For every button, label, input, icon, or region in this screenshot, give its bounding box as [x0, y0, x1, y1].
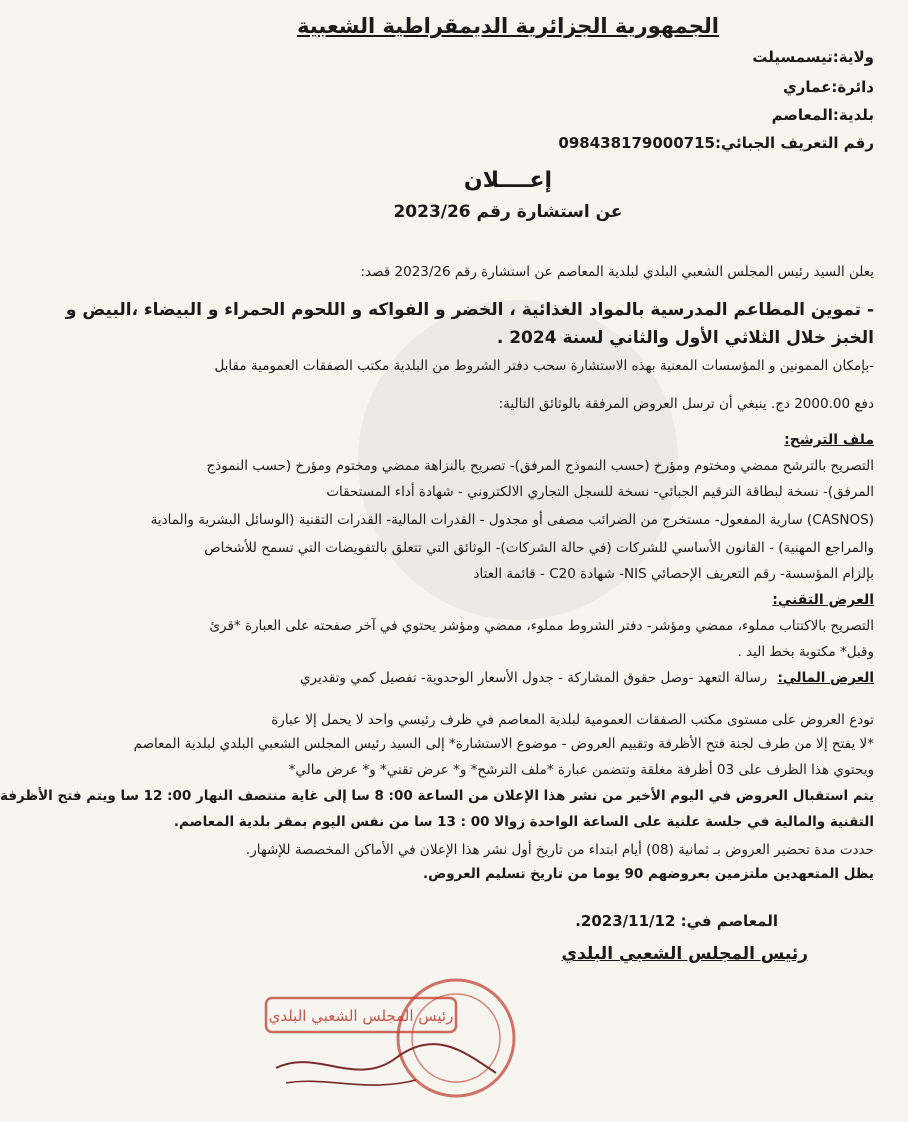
signature-icon	[276, 1044, 496, 1073]
candidacy-line: بإلزام المؤسسة- رقم التعريف الإحصائي NIS- شهادة C20 - قائمة العتاد	[473, 566, 874, 582]
object-line-1: - تموين المطاعم المدرسية بالمواد الغذائية ، الخضر و الفواكه و اللحوم الحمراء و البيضاء ،البيض و	[65, 300, 874, 320]
invite-line-1: -بإمكان الممونين و المؤسسات المعنية بهذه الاستشارة سحب دفتر الشروط من البلدية مكتب الصفقات العمومية مقابل	[214, 358, 874, 374]
tax-id-line: رقم التعريف الجبائي:098438179000715	[558, 134, 874, 152]
candidacy-heading: ملف الترشح:	[784, 432, 874, 448]
intro-text: يعلن السيد رئيس المجلس الشعبي البلدي لبلدية المعاصم عن استشارة رقم 2023/26 قصد:	[360, 264, 874, 280]
submission-line: يظل المتعهدين ملتزمين بعروضهم 90 يوما من تاريخ تسليم العروض.	[423, 866, 874, 882]
financial-heading: العرض المالي:	[777, 670, 874, 686]
daira-line: دائرة:عماري	[783, 78, 874, 96]
submission-line: تودع العروض على مستوى مكتب الصفقات العمومية لبلدية المعاصم في ظرف رئيسي واحد لا يحمل إلا عبارة	[271, 712, 874, 728]
candidacy-line: المرفق)- نسخة لبطاقة الترقيم الجبائي- نسخة للسجل التجاري الالكتروني - شهادة أداء المستحقات	[326, 484, 874, 500]
technical-heading: العرض التقني:	[772, 592, 874, 608]
submission-line: ويحتوي هذا الظرف على 03 أظرفة مغلقة وتتضمن عبارة *ملف الترشح* و* عرض تقني* و* عرض مالي*	[288, 762, 874, 778]
object-line-2: الخبز خلال الثلاثي الأول والثاني لسنة 2024 .	[496, 328, 874, 348]
submission-line: حددت مدة تحضير العروض بـ ثمانية (08) أيام ابتداء من تاريخ أول نشر هذا الإعلان في الأماكن المخصصة للإشهار.	[245, 842, 874, 858]
signer-title: رئيس المجلس الشعبي البلدي	[561, 944, 808, 964]
baladia-line: بلدية:المعاصم	[771, 106, 874, 124]
candidacy-line: والمراجع المهنية) - القانون الأساسي للشركات (في حالة الشركات)- الوثائق التي تتعلق بالتفويضات التي تسمح للأشخاص	[204, 540, 874, 556]
technical-line: التصريح بالاكتتاب مملوء، ممضي ومؤشر- دفتر الشروط مملوء، ممضي ومؤشر يحتوي في آخر صفحته على العبارة *قرئ	[209, 618, 874, 634]
invite-line-2: دفع 2000.00 دج. ينبغي أن ترسل العروض المرفقة بالوثائق التالية:	[498, 396, 874, 412]
candidacy-line: التصريح بالترشح ممضي ومختوم ومؤرخ (حسب النموذج المرفق)- تصريح بالنزاهة ممضي ومختوم ومؤرخ (حسب النموذج	[206, 458, 874, 474]
financial-row	[138, 670, 874, 687]
issue-date: المعاصم في: 2023/11/12.	[575, 912, 778, 930]
announcement-title: إعــــلان	[463, 168, 553, 193]
submission-line: *لا يفتح إلا من طرف لجنة فتح الأظرفة وتقييم العروض - موضوع الاستشارة* إلى السيد رئيس المجلس الشعبي البلدي لبلدية المعاصم	[133, 736, 874, 752]
submission-line: التقنية والمالية في جلسة علنية على الساعة الواحدة زوالا 00 : 13 سا من نفس اليوم بمقر بلدية المعاصم.	[173, 814, 874, 830]
technical-line: وقبل* مكتوبة بخط اليد .	[737, 644, 874, 660]
financial-text: رسالة التعهد -وصل حقوق المشاركة - جدول الأسعار الوحدوية- تفصيل كمي وتقديري	[299, 670, 768, 686]
wilaya-line: ولاية:تيسمسيلت	[752, 48, 874, 66]
republic-heading: الجمهورية الجزائرية الديمقراطية الشعبية	[297, 14, 719, 38]
official-stamp-icon	[246, 958, 516, 1108]
announcement-subtitle: عن استشارة رقم 2023/26	[393, 202, 623, 222]
submission-line: يتم استقبال العروض في اليوم الأخير من نشر هذا الإعلان من الساعة 00: 8 سا إلى غاية منتصف النهار 00: 12 سا ويتم فتح الأظرفة	[0, 788, 874, 804]
stamp-text: رئيس المجلس الشعبي البلدي	[268, 1007, 454, 1025]
candidacy-line: (CASNOS) سارية المفعول- مستخرج من الضرائب مصفى أو مجدول - القدرات المالية- القدرات التقنية (الوسائل البشرية والمادية	[150, 512, 874, 528]
